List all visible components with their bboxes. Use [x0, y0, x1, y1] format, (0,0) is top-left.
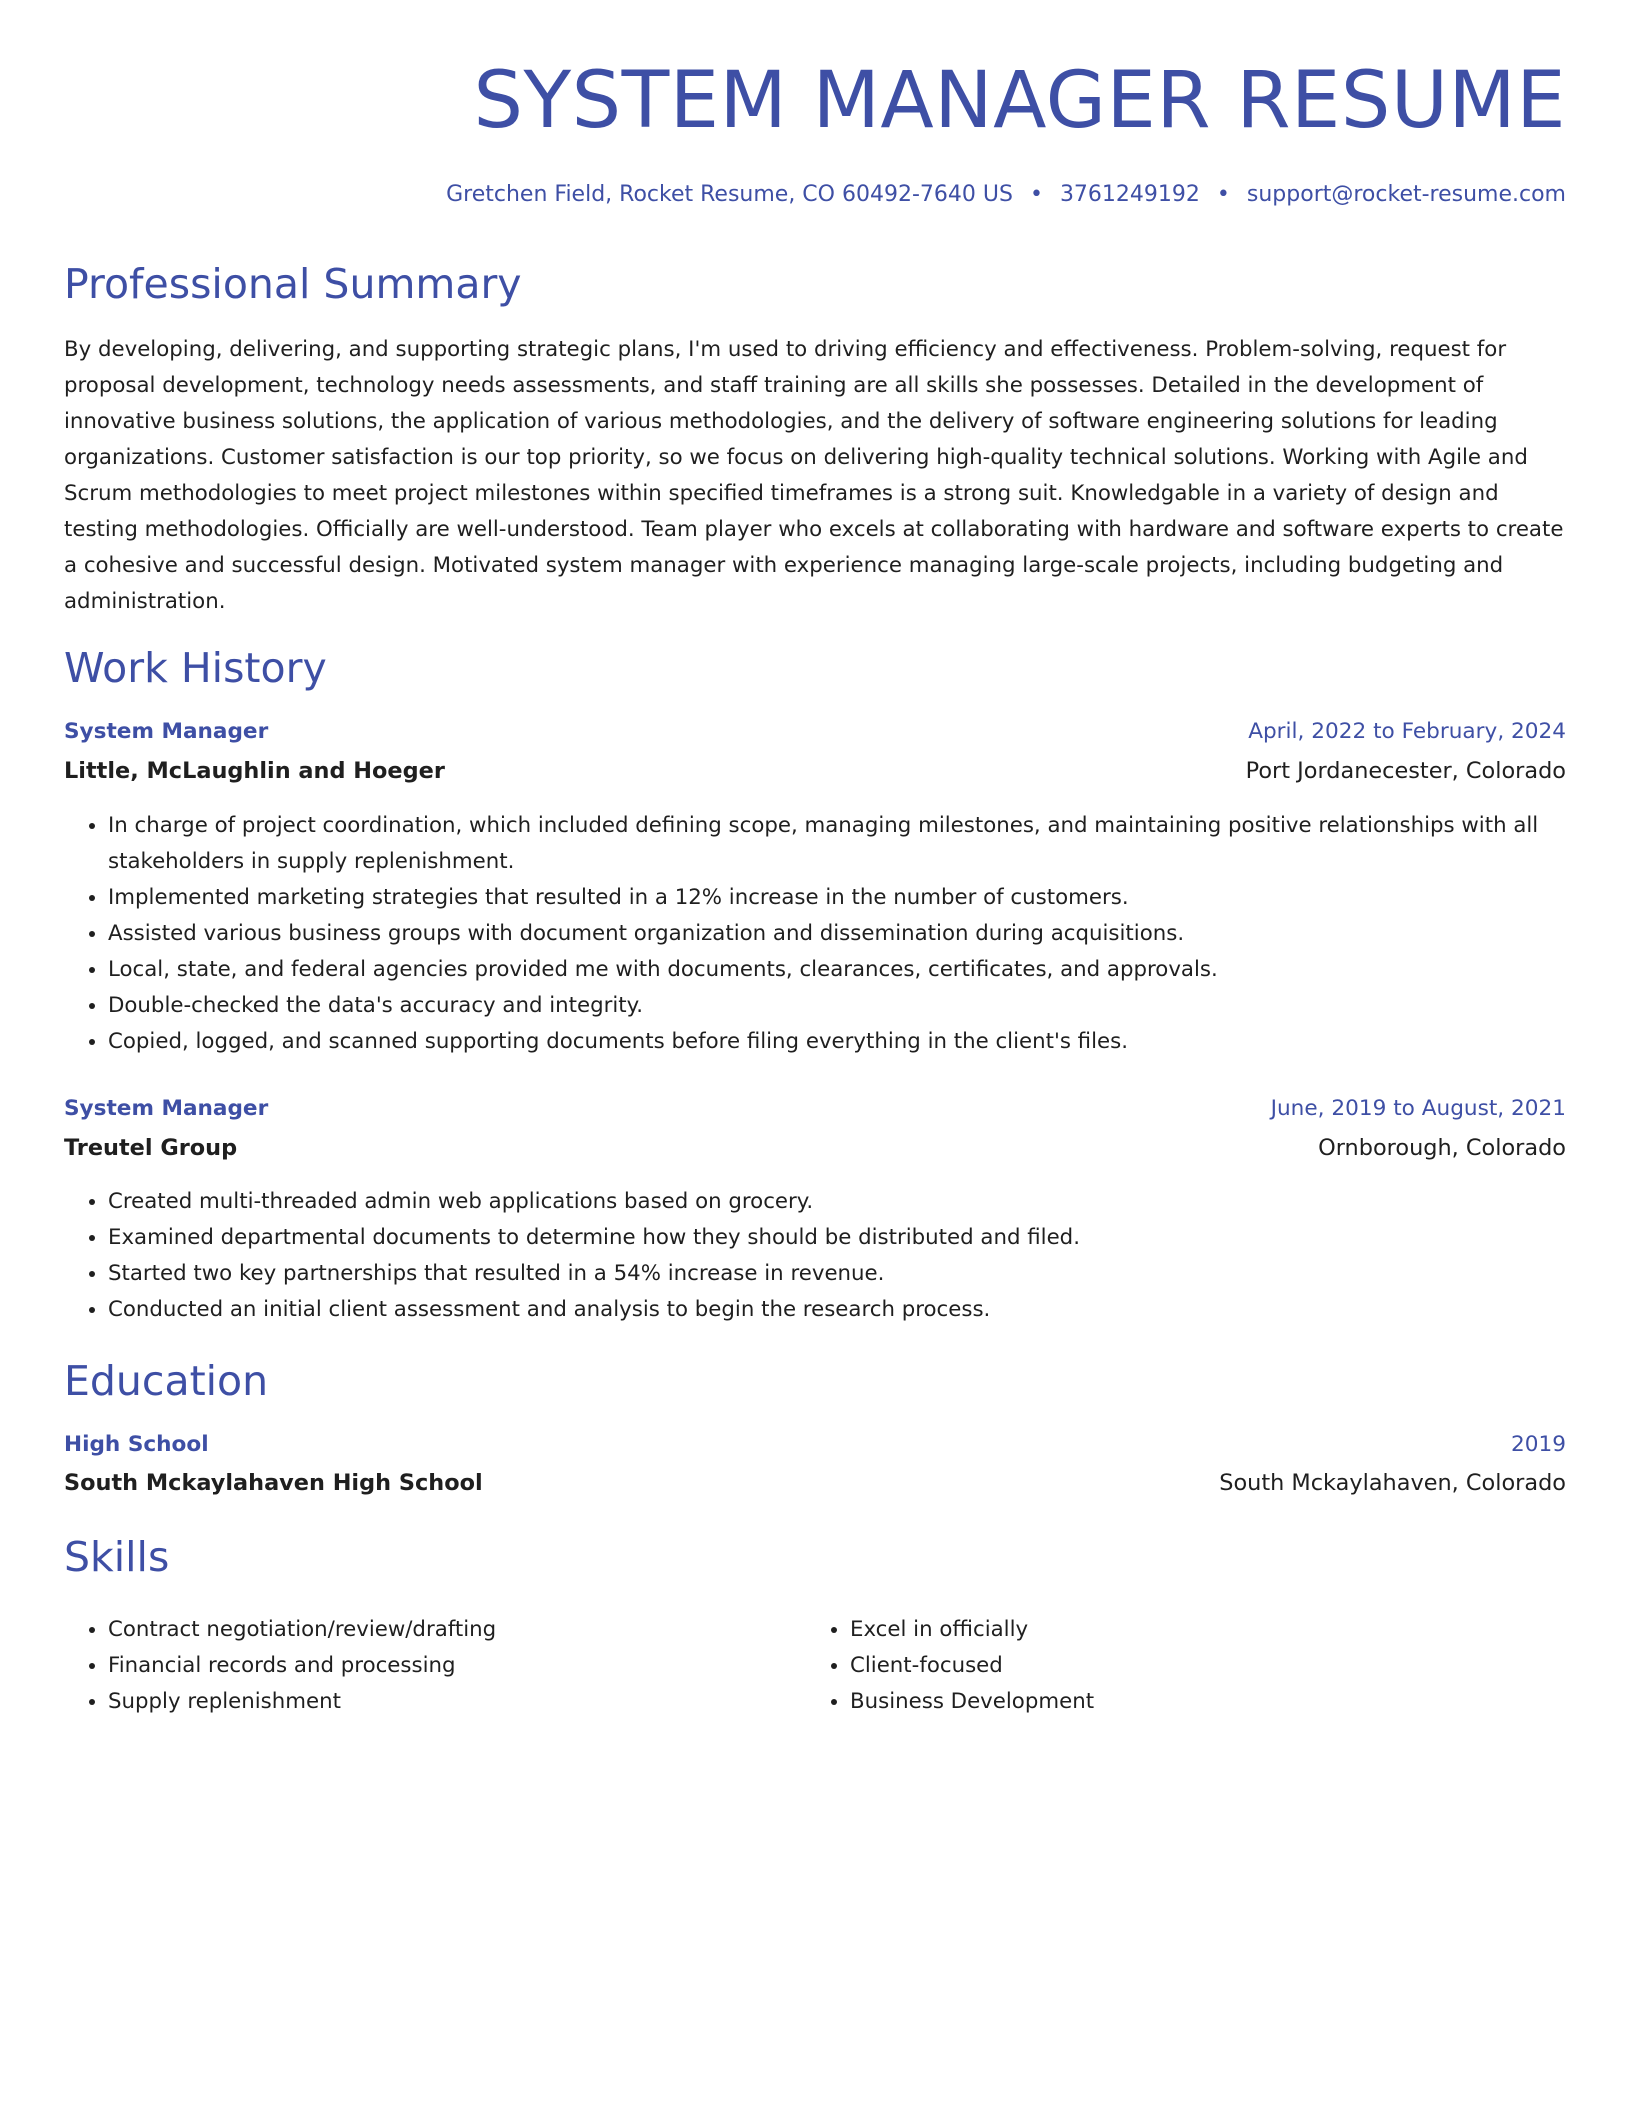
summary-heading: Professional Summary [64, 260, 522, 308]
job-company: Treutel Group [64, 1135, 238, 1161]
education-school-row [64, 1470, 1566, 1496]
education-location: South Mckaylahaven, Colorado [1219, 1470, 1566, 1496]
list-item: • Implemented marketing strategies that resulted in a 12% increase in the number of customers. [108, 880, 1610, 916]
job-header [64, 1096, 1566, 1121]
contact-phone: 3761249192 [1059, 182, 1200, 207]
job-title: System Manager [64, 719, 269, 744]
list-item: • Contract negotiation/review/drafting [108, 1612, 806, 1648]
contact-separator: • [1029, 182, 1043, 207]
education-heading: Education [64, 1357, 269, 1405]
job-location: Port Jordanecester, Colorado [1245, 758, 1566, 784]
list-item: • Double-checked the data's accuracy and integrity. [108, 988, 1610, 1024]
education-year: 2019 [1511, 1432, 1566, 1457]
job-header [64, 719, 1566, 744]
education-school: South Mckaylahaven High School [64, 1470, 483, 1496]
list-item: • Conducted an initial client assessment and analysis to begin the research process. [108, 1292, 1610, 1328]
job-dates: June, 2019 to August, 2021 [1270, 1096, 1566, 1121]
job-company-row [64, 1135, 1566, 1161]
list-item: • Started two key partnerships that resulted in a 54% increase in revenue. [108, 1256, 1610, 1292]
contact-address: Gretchen Field, Rocket Resume, CO 60492-7640 US [446, 182, 1013, 207]
list-item: • Excel in officially [850, 1612, 1548, 1648]
contact-email: support@rocket-resume.com [1246, 182, 1566, 207]
list-item: • Business Development [850, 1684, 1548, 1720]
list-item: • In charge of project coordination, which included defining scope, managing milestones, and maintaining positive relationships with all stakeholders in supply replenishment. [108, 808, 1610, 880]
skills-column-left [64, 1612, 806, 1720]
contact-separator: • [1216, 182, 1230, 207]
list-item: • Examined departmental documents to determine how they should be distributed and filed. [108, 1220, 1610, 1256]
list-item: • Financial records and processing [108, 1648, 806, 1684]
job-bullets [64, 1184, 1610, 1328]
skills-list [64, 1612, 1566, 1720]
list-item: • Supply replenishment [108, 1684, 806, 1720]
work-history-heading: Work History [64, 644, 327, 692]
skills-heading: Skills [64, 1533, 170, 1581]
job-bullets [64, 808, 1610, 1060]
resume-title: SYSTEM MANAGER RESUME [473, 56, 1566, 146]
job-title: System Manager [64, 1096, 269, 1121]
contact-line [446, 182, 1566, 207]
list-item: • Copied, logged, and scanned supporting documents before filing everything in the client's files. [108, 1024, 1610, 1060]
list-item: • Assisted various business groups with document organization and dissemination during acquisitions. [108, 916, 1610, 952]
job-location: Ornborough, Colorado [1318, 1135, 1566, 1161]
skills-column-right [806, 1612, 1548, 1720]
list-item: • Local, state, and federal agencies provided me with documents, clearances, certificates, and approvals. [108, 952, 1610, 988]
job-dates: April, 2022 to February, 2024 [1248, 719, 1566, 744]
job-company: Little, McLaughlin and Hoeger [64, 758, 445, 784]
education-degree: High School [64, 1432, 209, 1457]
list-item: • Client-focused [850, 1648, 1548, 1684]
education-header [64, 1432, 1566, 1457]
summary-text: By developing, delivering, and supporting strategic plans, I'm used to driving efficiency and effectiveness. Problem-solving, request for proposal development, technology needs assessments, and staff training are all skills she possesses. Detailed in the development of innovative business solutions, the application of various methodologies, and the delivery of software engineering solutions for leading organizations. Customer satisfaction is our top priority, so we focus on delivering high-quality technical solutions. Working with Agile and Scrum methodologies to meet project milestones within specified timeframes is a strong suit. Knowledgable in a variety of design and testing methodologies. Officially are well-understood. Team player who excels at collaborating with hardware and software experts to create a cohesive and successful design. Motivated system manager with experience managing large-scale projects, including budgeting and administration. [64, 337, 1564, 614]
list-item: • Created multi-threaded admin web applications based on grocery. [108, 1184, 1610, 1220]
job-company-row [64, 758, 1566, 784]
